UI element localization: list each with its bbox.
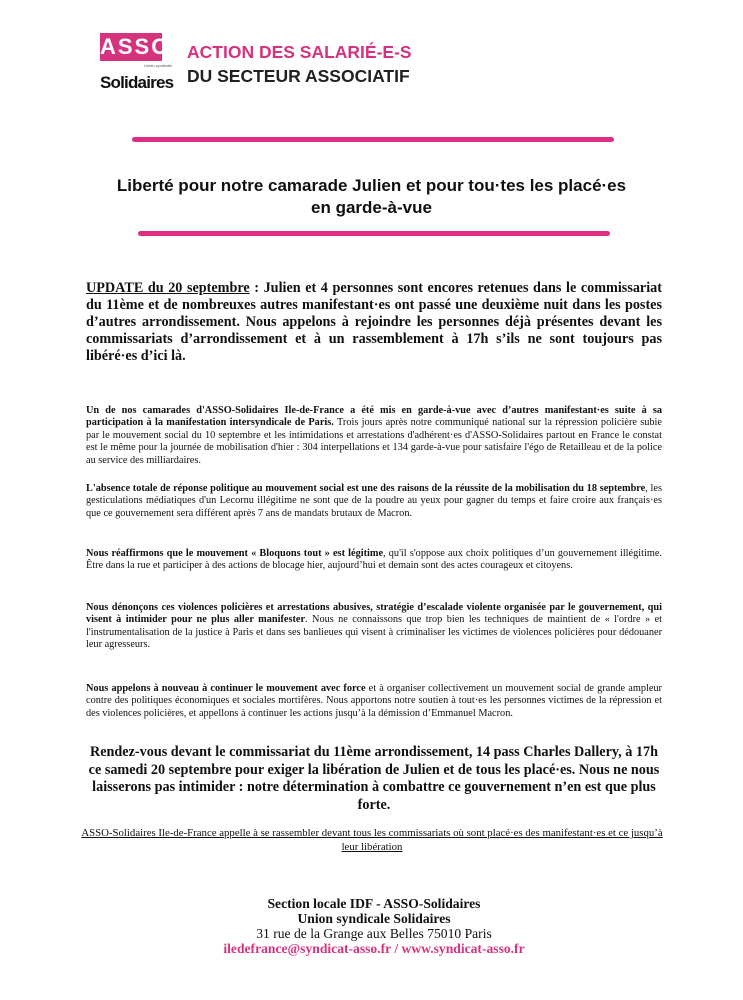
paragraph-continue-movement-lead: Nous appelons à nouveau à continuer le mouvement avec force xyxy=(86,683,366,694)
logo-asso-block: ASSO xyxy=(100,34,171,59)
paragraph-bloquons-tout-body: , qu'il s'oppose aux choix politiques d’un gouvernement illégitime. Être dans la rue et participer à des actions de blocage hier, aujourd’hui et demain sont des actes courageux et citoyens. xyxy=(86,548,663,572)
rally-appeal: ASSO-Solidaires Ile-de-France appelle à se rassembler devant tous les commissariats où sont placé·es des manifestant·es et ce jusqu’à leur libération xyxy=(81,827,663,853)
footer-section: Section locale IDF - ASSO-Solidaires xyxy=(267,896,481,911)
update-text: : Julien et 4 personnes sont encores retenues dans le commissariat du 11ème et de nombreuxes autres manifestant·es ont passé une deuxième nuit dans les postes d’autres arrondissement. Nous appelons à rejoindre les personnes déjà présentes devant les commissariats d’arrondissement et à un rassemblement à 17h s’ils ne sont toujours pas libéré·es d’ici là. xyxy=(86,280,662,364)
paragraph-continue-movement-body: et à organiser collectivement un mouvement social de grande ampleur contre des politiques économiques et sociales mortifères. Nous apportons notre soutien à tout·es les personnes victimes de la répression et des violences policières, et appellons à continuer les actions jusqu’à la démission d’Emmanuel Macron. xyxy=(86,683,662,719)
brush-divider-top xyxy=(132,137,614,142)
paragraph-police-violence-body: . Nous ne connaissons que trop bien les techniques de maintient de « l'ordre » et l'instrumentalisation de la justice à Paris et dans ses banlieues qui visent à criminaliser les victimes de violences policières pour dédouaner leur agresseurs. xyxy=(86,614,663,651)
footer-union: Union syndicale Solidaires xyxy=(297,911,451,926)
paragraph-arrest-body: Trois jours après notre communiqué national sur la répression policière subie par le mouvement social du 10 septembre et les intimidations et arrestations d'adhérent·es d'ASSO-Solidaires partout en France le constat est le même pour la journée de mobilisation d'hier : 304 interpellations et 134 garde-à-vue pour satisfaire l'égo de Retailleau et de la police au service des milliardaires. xyxy=(86,417,662,466)
paragraph-political-response xyxy=(86,483,662,520)
footer-signature xyxy=(86,896,662,956)
update-notice xyxy=(86,280,662,365)
page-title: Liberté pour notre camarade Julien et pour tou·tes les placé·es en garde-à-vue xyxy=(116,176,627,217)
footer-address: 31 rue de la Grange aux Belles 75010 Paris xyxy=(256,926,492,941)
paragraph-political-response-lead: L'absence totale de réponse politique au mouvement social est une des raisons de la réussite de la mobilisation du 18 septembre xyxy=(86,483,646,494)
paragraph-political-response-body: , les gesticulations médiatiques d'un Lecornu illégitime ne sont que de la poudre au yeux pour gagner du temps et faire croire aux français·es que ce gouvernement sera différent après 7 ans de mandats brutaux de Macron. xyxy=(86,483,662,519)
paragraph-bloquons-tout-lead: Nous réaffirmons que le mouvement « Bloquons tout » est légitime xyxy=(86,548,384,559)
update-label: UPDATE du 20 septembre xyxy=(86,280,250,296)
logo-solidaires-text: Solidaires xyxy=(100,73,174,92)
organization-name xyxy=(187,40,412,88)
rendezvous-callout: Rendez-vous devant le commissariat du 11ème arrondissement, 14 pass Charles Dallery, à 17h ce samedi 20 septembre pour exiger la libération de Julien et de tous les placé·es. Nous ne nous laisserons pas intimider : notre détermination à combattre ce gouvernement n’en est que plus forte. xyxy=(88,744,660,813)
paragraph-arrest-lead: Un de nos camarades d'ASSO-Solidaires Ile-de-France a été mis en garde-à-vue avec d’autres manifestant·es suite à sa participation à la manifestation intersyndicale de Paris. xyxy=(86,405,662,429)
asso-solidaires-logo xyxy=(100,33,172,91)
logo-subtitle: Union syndicale xyxy=(144,63,173,68)
brush-divider-bottom xyxy=(138,231,610,236)
paragraph-continue-movement xyxy=(86,683,662,720)
footer-contact-links[interactable]: iledefrance@syndicat-asso.fr / www.syndicat-asso.fr xyxy=(223,941,525,956)
paragraph-police-violence-lead: Nous dénonçons ces violences policières et arrestations abusives, stratégie d’escalade violente organisée par le gouvernement, qui visent à intimider pour ne plus aller manifester xyxy=(86,602,662,626)
organization-name-line1: ACTION DES SALARIÉ-E-S xyxy=(187,42,412,62)
paragraph-arrest xyxy=(86,405,662,467)
organization-name-line2: DU SECTEUR ASSOCIATIF xyxy=(187,66,410,86)
paragraph-bloquons-tout xyxy=(86,548,662,573)
paragraph-police-violence xyxy=(86,602,662,652)
